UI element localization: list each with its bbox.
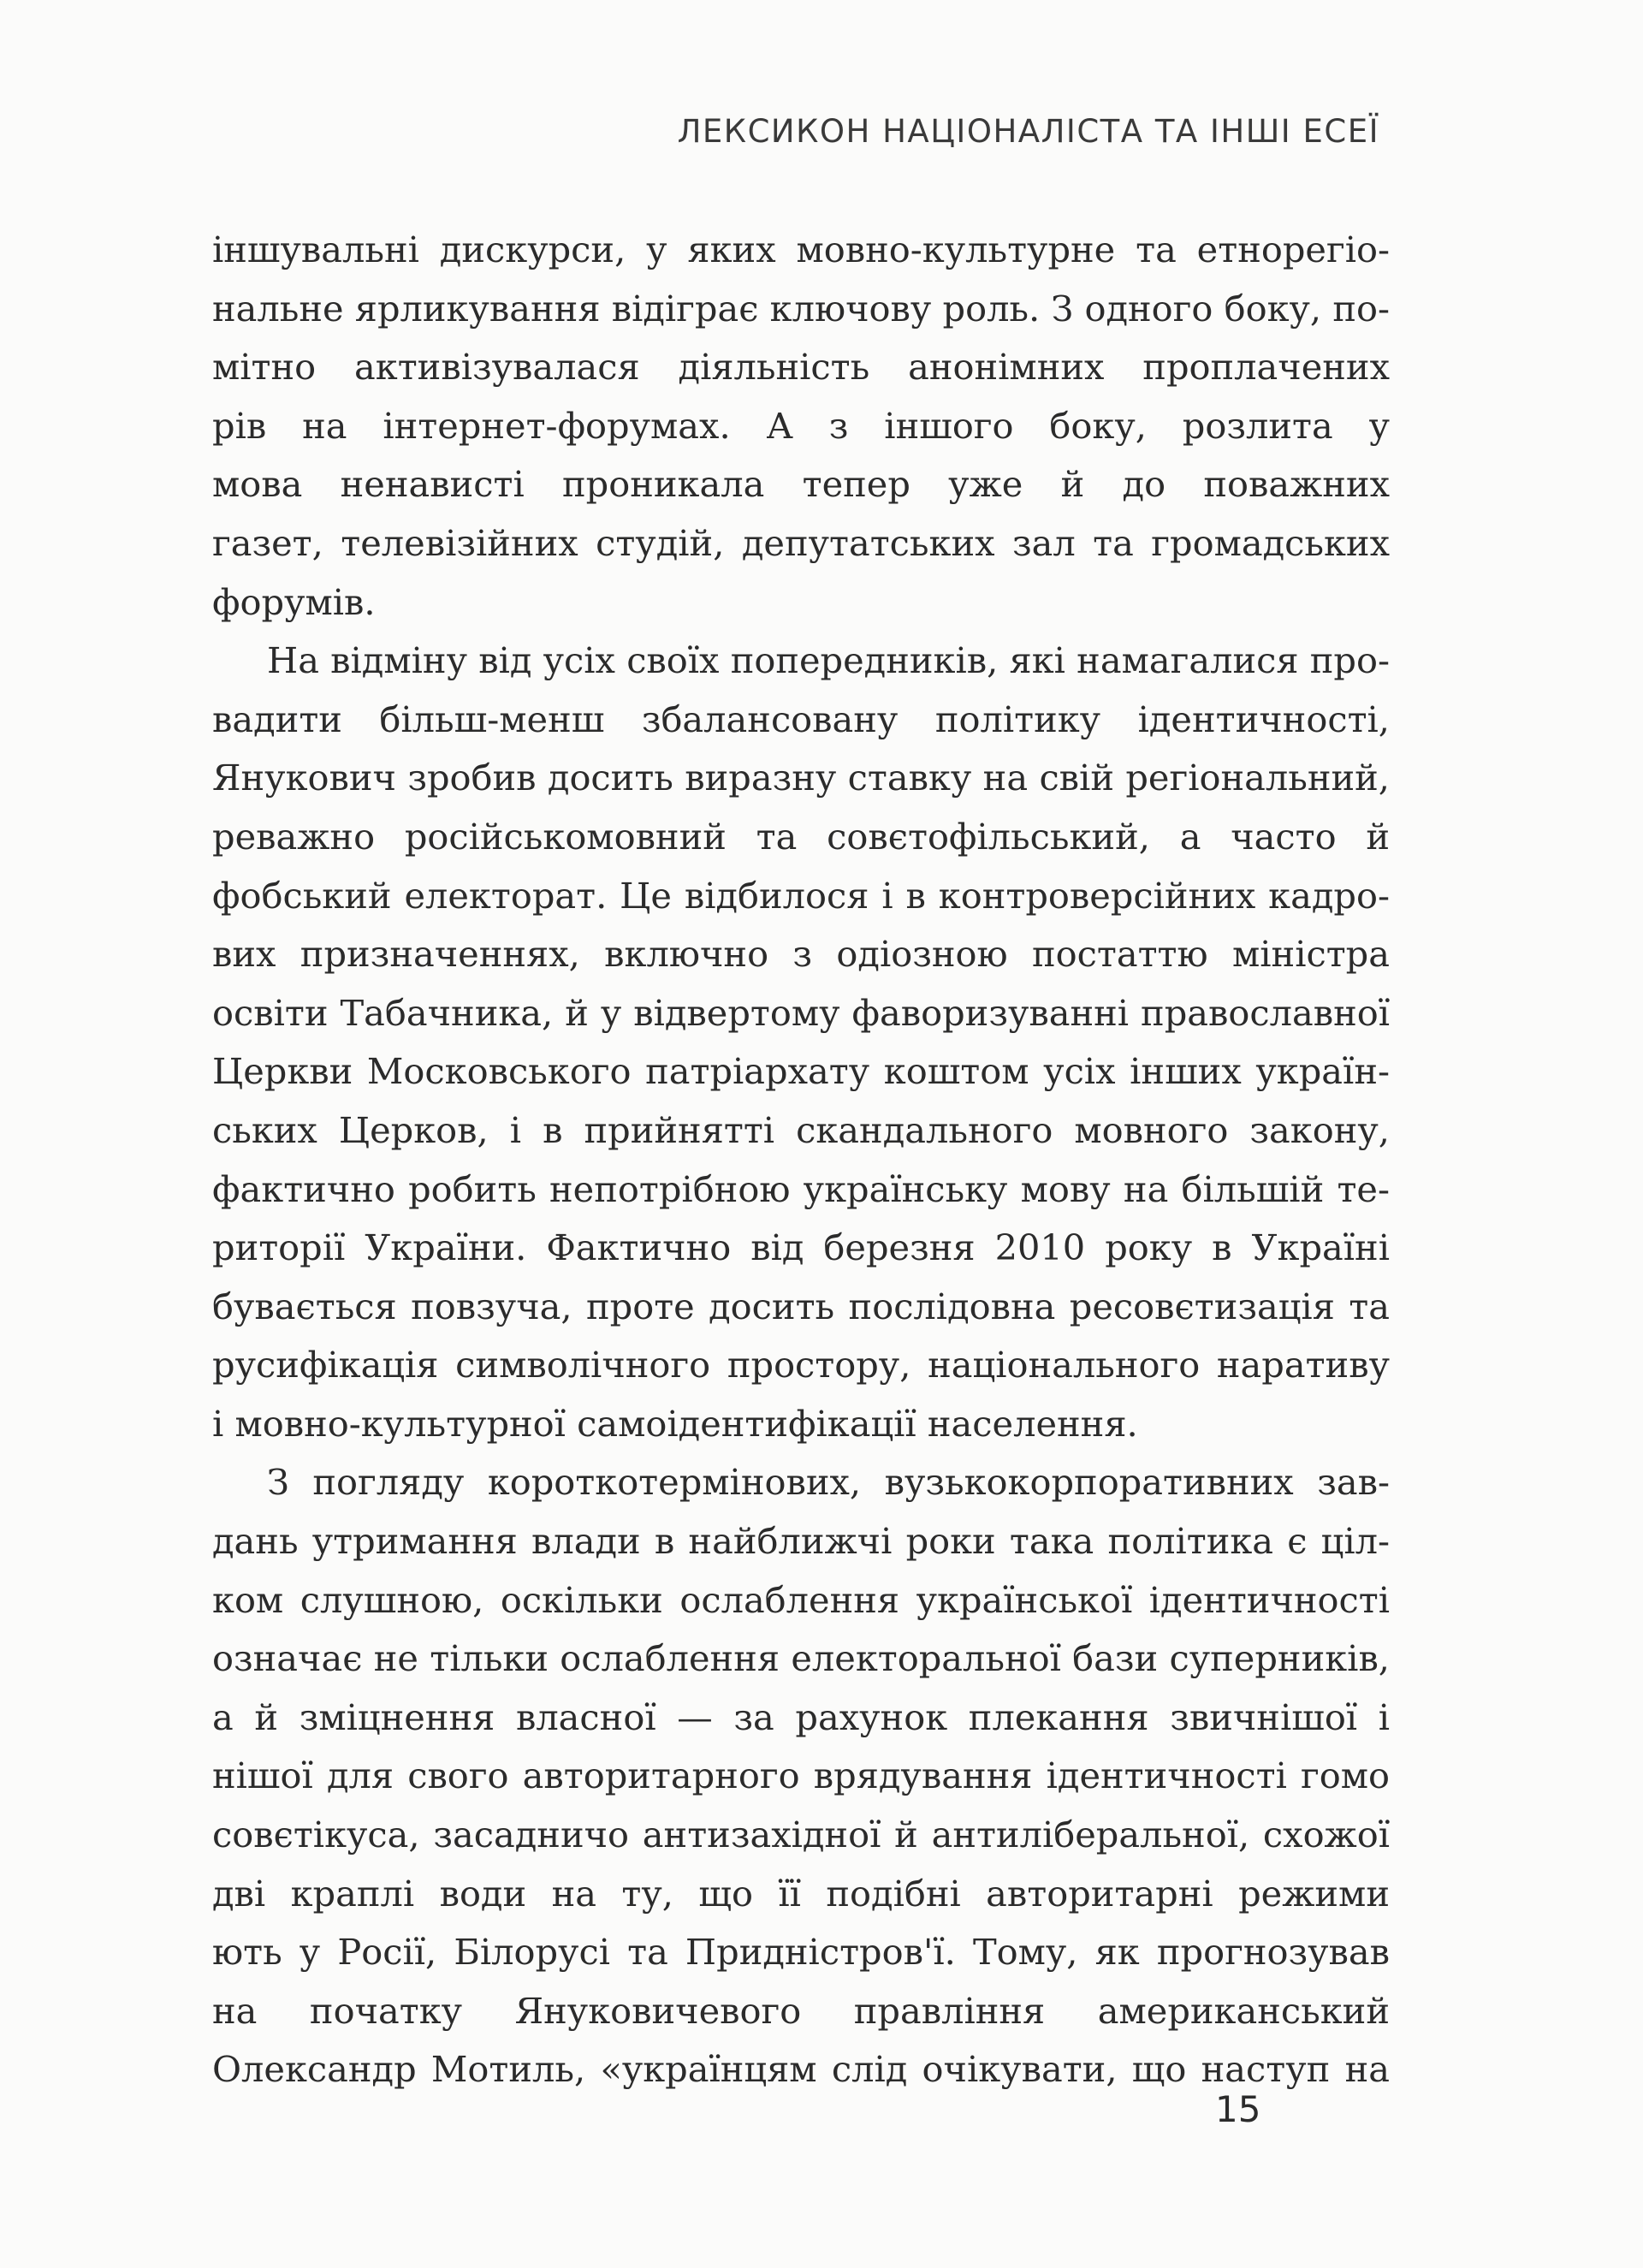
text-line: нальне ярликування відіграє ключову роль. З одного боку, по- (212, 287, 1390, 330)
text-line: совєтікуса, засадничо антизахідної й антиліберальної, схожої (212, 1814, 1390, 1856)
text-line: нішої для свого авторитарного врядування ідентичності гомо (212, 1754, 1390, 1797)
text-line: Янукович зробив досить виразну ставку на свій регіональний, (212, 757, 1390, 799)
text-line: мітно активізувалася діяльність анонімних проплачених (212, 346, 1390, 389)
text-line: вих призначеннях, включно з одіозною постаттю міністра (212, 933, 1390, 976)
text-line: дві краплі води на ту, що її подібні авторитарні режими (212, 1872, 1390, 1915)
text-line: на початку Януковичевого правління американський (212, 1989, 1390, 2032)
text-line: форумів. (212, 580, 376, 623)
text-line: реважно російськомовний та совєтофільський, а часто й (212, 815, 1390, 858)
text-line: На відміну від усіх своїх попередників, які намагалися про- (267, 639, 1390, 682)
text-line: і мовно-культурної самоідентифікації населення. (212, 1402, 1138, 1445)
text-line: Олександр Мотиль, «українцям слід очікувати, що наступ на (212, 2048, 1390, 2091)
paragraph-3 (212, 1453, 1390, 2099)
text-line: риторії України. Фактично від березня 2010 року в Україні (212, 1226, 1390, 1269)
text-line: фобський електорат. Це відбилося і в контроверсійних кадро- (212, 874, 1390, 917)
text-line: русифікація символічного простору, національного наративу (212, 1344, 1390, 1386)
text-line: ських Церков, і в прийнятті скандального мовного закону, (212, 1108, 1390, 1151)
body-text (212, 221, 1390, 2099)
text-line: мова ненависті проникала тепер уже й до поважних (212, 463, 1390, 506)
running-header: ЛЕКСИКОН НАЦІОНАЛІСТА ТА ІНШІ ЕСЕЇ (677, 113, 1379, 150)
text-line: газет, телевізійних студій, депутатських зал та громадських (212, 521, 1390, 564)
page-number: 15 (1215, 2088, 1261, 2130)
text-line: дань утримання влади в найближчі роки така політика є ціл- (212, 1520, 1390, 1563)
text-line: іншувальні дискурси, у яких мовно-культурне та етнорегіо- (212, 229, 1390, 270)
text-line: ком слушною, оскільки ослаблення української ідентичності (212, 1578, 1390, 1621)
text-line: освіти Табачника, й у відвертому фаворизуванні православної (212, 991, 1390, 1034)
text-line: бувається повзуча, проте досить послідовна ресовєтизація та (212, 1285, 1390, 1327)
paragraph-1 (212, 221, 1390, 632)
text-line: а й зміцнення власної — за рахунок плекання звичнішої і (212, 1695, 1390, 1738)
paragraph-2 (212, 632, 1390, 1453)
text-line: ють у Росії, Білорусі та Придністров'ї. Тому, як прогнозував (212, 1931, 1390, 1974)
text-line: фактично робить непотрібною українську мову на більшій те- (212, 1167, 1390, 1210)
text-line: вадити більш-менш збалансовану політику ідентичності, (212, 698, 1390, 740)
text-line: Церкви Московського патріархату коштом усіх інших україн- (212, 1050, 1390, 1093)
text-line: означає не тільки ослаблення електоральної бази суперників, (212, 1637, 1390, 1680)
text-line: З погляду короткотермінових, вузькокорпоративних зав- (267, 1461, 1390, 1504)
text-line: рів на інтернет-форумах. А з іншого боку, розлита у (212, 404, 1390, 447)
